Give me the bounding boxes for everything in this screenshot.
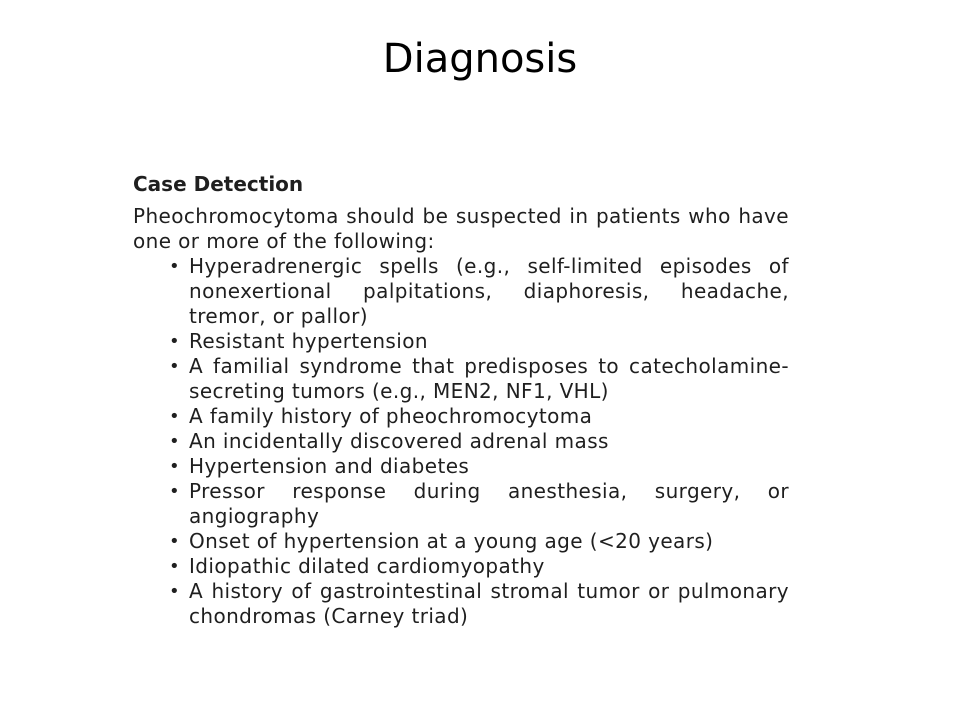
list-item-text: Resistant hypertension bbox=[189, 329, 428, 353]
list-item bbox=[133, 529, 789, 554]
list-item bbox=[133, 404, 789, 429]
bullet-icon: • bbox=[169, 556, 181, 577]
list-item bbox=[133, 329, 789, 354]
slide-title: Diagnosis bbox=[382, 36, 578, 82]
bullet-icon: • bbox=[169, 481, 181, 502]
bullet-icon: • bbox=[169, 456, 181, 477]
list-item bbox=[133, 479, 789, 529]
bullet-icon: • bbox=[169, 331, 181, 352]
list-item bbox=[133, 454, 789, 479]
criteria-list bbox=[133, 254, 789, 629]
section-heading: Case Detection bbox=[133, 172, 304, 196]
list-item bbox=[133, 254, 789, 329]
list-item-text: A history of gastrointestinal stromal tumor or pulmonary chondromas (Carney triad) bbox=[189, 579, 789, 628]
list-item-text: Onset of hypertension at a young age (<20 years) bbox=[189, 529, 714, 553]
list-item-text: A familial syndrome that predisposes to catecholamine-secreting tumors (e.g., MEN2, NF1, VHL) bbox=[189, 354, 789, 403]
bullet-icon: • bbox=[169, 431, 181, 452]
bullet-icon: • bbox=[169, 531, 181, 552]
list-item-text: An incidentally discovered adrenal mass bbox=[189, 429, 609, 453]
list-item bbox=[133, 429, 789, 454]
list-item bbox=[133, 354, 789, 404]
bullet-icon: • bbox=[169, 406, 181, 427]
list-item bbox=[133, 579, 789, 629]
bullet-icon: • bbox=[169, 356, 181, 377]
list-item-text: Hypertension and diabetes bbox=[189, 454, 470, 478]
list-item bbox=[133, 554, 789, 579]
bullet-icon: • bbox=[169, 581, 181, 602]
list-item-text: Idiopathic dilated cardiomyopathy bbox=[189, 554, 545, 578]
case-detection-excerpt bbox=[133, 170, 789, 629]
intro-paragraph: Pheochromocytoma should be suspected in patients who have one or more of the following: bbox=[133, 204, 789, 253]
list-item-text: Hyperadrenergic spells (e.g., self-limited episodes of nonexertional palpitations, diaphoresis, headache, tremor, or pallor) bbox=[189, 254, 789, 328]
bullet-icon: • bbox=[169, 256, 181, 277]
list-item-text: Pressor response during anesthesia, surgery, or angiography bbox=[189, 479, 789, 528]
list-item-text: A family history of pheochromocytoma bbox=[189, 404, 593, 428]
